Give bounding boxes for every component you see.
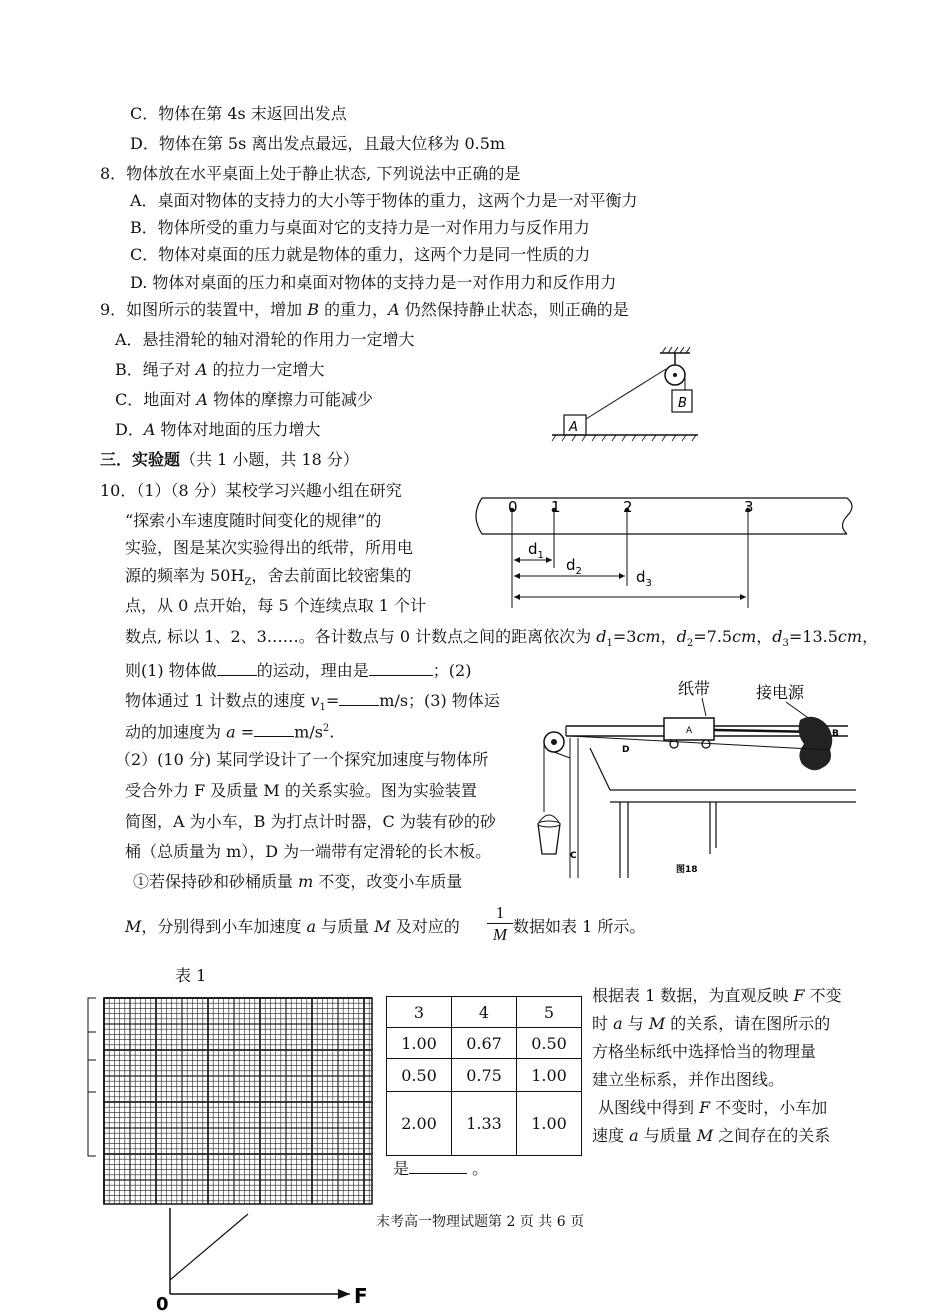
figure-18-caption: 图18	[676, 865, 698, 875]
table-1-title: 表 1	[175, 966, 207, 985]
table-header-row	[387, 997, 582, 1028]
q10-line6: 数点, 标以 1、2、3……。各计数点与 0 计数点之间的距离依次为 $d_1=3cm$，$d_2=7.5cm$，$d_3=13.5cm$，	[125, 627, 879, 650]
table-cell: 0.67	[452, 1028, 517, 1059]
table-row	[387, 1028, 582, 1059]
q9-option-c: C．地面对 A 物体的摩擦力可能减少	[115, 390, 373, 409]
blank-velocity[interactable]	[339, 689, 379, 706]
pulley-figure	[548, 345, 708, 445]
q8-stem: 8．物体放在水平桌面上处于静止状态, 下列说法中正确的是	[100, 164, 521, 183]
block-b-label: B	[678, 396, 687, 411]
graph-axis-f-label: F	[354, 1284, 368, 1308]
right-text-line7: 是 。	[393, 1159, 489, 1178]
q8-option-d: D. 物体对桌面的压力和桌面对物体的支持力是一对作用力和反作用力	[130, 273, 617, 292]
right-text-line4: 建立坐标系，并作出图线。	[592, 1070, 785, 1089]
tape-d1-label: $d_1$	[528, 540, 544, 561]
q10-line8: 物体通过 1 计数点的速度 $v_1= m/s$；(3) 物体运	[125, 691, 500, 714]
right-text-line1: 根据表 1 数据，为直观反映 F 不变	[592, 986, 842, 1005]
tape-label-0: 0	[508, 498, 518, 516]
right-text-line6: 速度 a 与质量 M 之间存在的关系	[592, 1126, 831, 1145]
tape-label-3: 3	[744, 498, 754, 516]
table-cell: 1.00	[387, 1028, 452, 1059]
tape-d2-label: $d_2$	[566, 556, 582, 577]
q10-part2-line3: 简图，A 为小车，B 为打点计时器，C 为装有砂的砂	[125, 812, 496, 831]
q8-option-c: C．物体对桌面的压力就是物体的重力，这两个力是同一性质的力	[130, 245, 591, 264]
table-cell: 1.00	[517, 1092, 582, 1156]
q7-option-c: C．物体在第 4s 末返回出发点	[130, 104, 347, 123]
q10-part2-line1: （2）(10 分) 某同学设计了一个探究加速度与物体所	[115, 750, 489, 769]
q9-option-b: B．绳子对 A 的拉力一定增大	[115, 360, 325, 379]
blank-motion-type[interactable]	[217, 659, 257, 676]
label-power-supply: 接电源	[756, 683, 805, 702]
table-1	[386, 996, 582, 1156]
label-bucket-c: C	[570, 851, 577, 861]
table-cell: 3	[387, 997, 452, 1028]
q10-part2-line6: M，分别得到小车加速度 a 与质量 M 及对应的	[125, 917, 460, 936]
table-cell: 1.00	[517, 1059, 582, 1092]
table-row	[387, 1059, 582, 1092]
q10-line2: “探索小车速度随时间变化的规律”的	[125, 511, 382, 530]
q10-line4: 源的频率为 $50H_Z$，舍去前面比较密集的	[125, 566, 412, 589]
right-text-line5: 从图线中得到 F 不变时，小车加	[598, 1098, 828, 1117]
tape-label-1: 1	[551, 498, 561, 516]
table-cell: 1.33	[452, 1092, 517, 1156]
q10-line3: 实验，图是某次实验得出的纸带，所用电	[125, 538, 414, 557]
graph-paper-grid[interactable]	[86, 996, 381, 1208]
q8-option-b: B．物体所受的重力与桌面对它的支持力是一对作用力与反作用力	[130, 218, 590, 237]
page-footer: 末考高一物理试题第 2 页 共 6 页	[376, 1214, 585, 1230]
q8-option-a: A．桌面对物体的支持力的大小等于物体的重力，这两个力是一对平衡力	[130, 191, 638, 210]
tape-label-2: 2	[623, 498, 633, 516]
label-timer-b: B	[832, 729, 839, 739]
q10-line1: 10．（1）（8 分）某校学习兴趣小组在研究	[100, 481, 402, 500]
table-cell: 0.75	[452, 1059, 517, 1092]
section-3-heading: 三．实验题（共 1 小题，共 18 分）	[100, 450, 359, 469]
q10-line9: 动的加速度为 $a = m/s^2$.	[125, 722, 335, 742]
fraction-one-over-m: $\frac{1}{M}$	[487, 903, 513, 946]
blank-acceleration[interactable]	[254, 720, 294, 737]
q10-part2-line2: 受合外力 F 及质量 M 的关系实验。图为实验装置	[125, 781, 477, 800]
table-cell: 2.00	[387, 1092, 452, 1156]
a-f-graph-sketch	[150, 1208, 380, 1316]
label-cart-a: A	[686, 726, 693, 736]
right-text-line3: 方格坐标纸中选择恰当的物理量	[592, 1042, 817, 1061]
table-cell: 5	[517, 997, 582, 1028]
block-a-label: A	[569, 420, 578, 435]
blank-relationship[interactable]	[409, 1157, 467, 1174]
apparatus-figure-18	[530, 678, 860, 878]
q7-option-d: D．物体在第 5s 离出发点最远，且最大位移为 0.5m	[130, 134, 506, 153]
table-row	[387, 1092, 582, 1156]
graph-origin-label: 0	[156, 1294, 169, 1315]
label-paper-tape: 纸带	[678, 679, 711, 698]
tape-d3-label: $d_3$	[636, 568, 652, 589]
paper-tape-figure	[462, 490, 862, 615]
q9-stem: 9．如图所示的装置中，增加 B 的重力，A 仍然保持静止状态，则正确的是	[100, 300, 629, 319]
q9-option-a: A．悬挂滑轮的轴对滑轮的作用力一定增大	[115, 330, 415, 349]
table-cell: 0.50	[387, 1059, 452, 1092]
right-text-line2: 时 a 与 M 的关系，请在图所示的	[592, 1014, 831, 1033]
table-cell: 0.50	[517, 1028, 582, 1059]
q9-option-d: D．A 物体对地面的压力增大	[115, 420, 321, 439]
q10-part2-line5: ①若保持砂和砂桶质量 m 不变，改变小车质量	[133, 872, 463, 891]
q10-line7: 则(1) 物体做 的运动，理由是 ；(2)	[125, 661, 472, 680]
q10-part2-line6-end: 数据如表 1 所示。	[513, 917, 646, 936]
q10-part2-line4: 桶（总质量为 m），D 为一端带有定滑轮的长木板。	[125, 842, 492, 861]
table-cell: 4	[452, 997, 517, 1028]
label-board-d: D	[622, 745, 630, 755]
blank-reason[interactable]	[369, 659, 433, 676]
q10-line5: 点，从 0 点开始，每 5 个连续点取 1 个计	[125, 596, 427, 615]
